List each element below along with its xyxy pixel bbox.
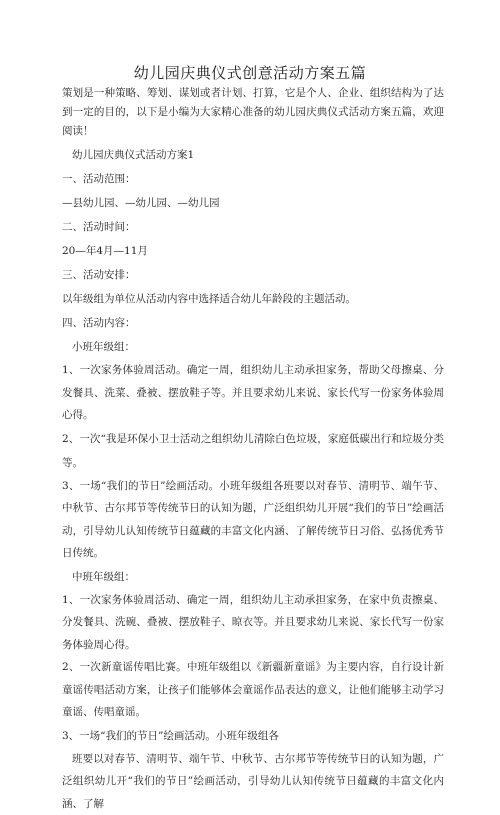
section-heading-content: 四、活动内容： [62, 311, 444, 335]
section-heading-time: 二、活动时间： [62, 215, 444, 239]
arrangement-text: 以年级组为单位从活动内容中选择适合幼儿年龄段的主题活动。 [62, 287, 444, 311]
intro-paragraph: 策划是一种策略、筹划、谋划或者计划、打算，它是个人、企业、组织结构为了达到一定的目的，以下是小编为大家精心准备的幼儿园庆典仪式活动方案五篇，欢迎阅读！ [62, 84, 444, 141]
middle-class-heading: 中班年级组： [62, 565, 444, 589]
section-heading-arrangement: 三、活动安排： [62, 263, 444, 287]
small-class-item-3: 3、一场“我们的节日”绘画活动。小班年级组各班要以对春节、清明节、端午节、中秋节、古尔邦节等传统节日的认知为题，广泛组织幼儿开展“我们的节日”绘画活动，引导幼儿认知传统节日蕴藏的丰富文化内涵、了解传统节日习俗、弘扬优秀节日传统。 [62, 475, 444, 565]
small-class-item-2: 2、一次“我是环保小卫士活动之组织幼儿清除白色垃圾，家庭低碳出行和垃圾分类等。 [62, 427, 444, 475]
time-text: 20—年4月—11月 [62, 239, 444, 263]
middle-class-item-3-continued: 班要以对春节、清明节、端午节、中秋节、古尔邦节等传统节日的认知为题，广泛组织幼儿开“我们的节日”绘画活动，引导幼儿认知传统节日蕴藏的丰富文化内涵、了解 [62, 748, 444, 815]
document-body [62, 143, 444, 815]
scope-text: —县幼儿园、—幼儿园、—幼儿园 [62, 191, 444, 215]
middle-class-item-2: 2、一次新童谣传唱比赛。中班年级组以《新疆新童谣》为主要内容，自行设计新童谣传唱活动方案，让孩子们能够体会童谣作品表达的意义，让他们能够主动学习童谣、传唱童谣。 [62, 656, 444, 724]
plan-heading: 幼儿园庆典仪式活动方案1 [62, 143, 444, 167]
small-class-item-1: 1、一次家务体验周活动。确定一周，组织幼儿主动承担家务，帮助父母擦桌、分发餐具、洗菜、叠被、摆放鞋子等。并且要求幼儿来说、家长代写一份家务体验周心得。 [62, 359, 444, 427]
middle-class-item-3: 3、一场“我们的节日”绘画活动。小班年级组各 [62, 724, 444, 748]
small-class-heading: 小班年级组： [62, 335, 444, 359]
document-title: 幼儿园庆典仪式创意活动方案五篇 [0, 63, 500, 83]
middle-class-item-1: 1、一次家务体验周活动、确定一周，组织幼儿主动承担家务，在家中负责擦桌、分发餐具、洗碗、叠被、摆放鞋子、晾衣等。并且要求幼儿来说、家长代写一份家务体验周心得。 [62, 589, 444, 657]
section-heading-scope: 一、活动范围： [62, 167, 444, 191]
